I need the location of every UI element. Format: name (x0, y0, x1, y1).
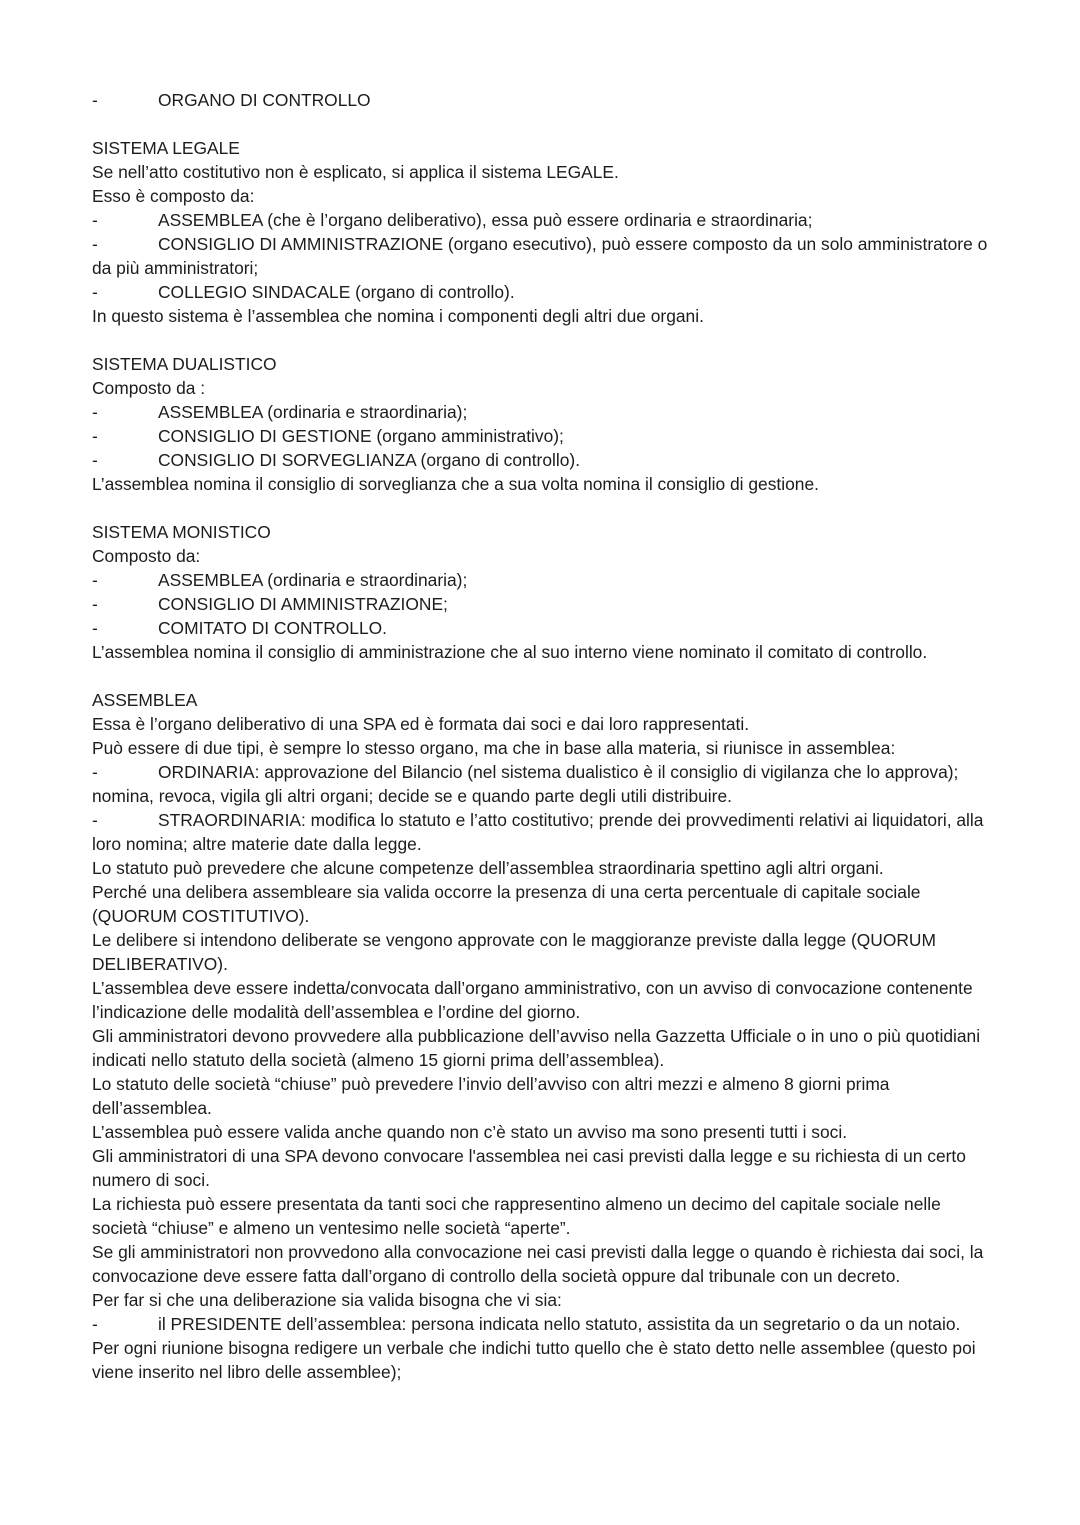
list-item-ordinaria (92, 760, 997, 808)
paragraph: Composto da: (92, 546, 201, 566)
paragraph: Lo statuto può prevedere che alcune competenze dell’assemblea straordinaria spettino agli altri organi. (92, 858, 884, 878)
list-item-text: il PRESIDENTE dell’assemblea: persona indicata nello statuto, assistita da un segretario o da un notaio. (158, 1314, 961, 1334)
paragraph: Gli amministratori devono provvedere alla pubblicazione dell’avviso nella Gazzetta Ufficiale o in uno o più quotidiani indicati nello statuto della società (almeno 15 giorni prima dell’assemblea). (92, 1026, 981, 1070)
bullet-dash: - (92, 282, 98, 302)
spacer (92, 328, 997, 352)
paragraph: Gli amministratori di una SPA devono convocare l'assemblea nei casi previsti dalla legge e su richiesta di un certo numero di soci. (92, 1146, 966, 1190)
bullet-dash: - (92, 210, 98, 230)
document-page (92, 88, 997, 1384)
list-item (92, 592, 997, 616)
list-item-text: CONSIGLIO DI SORVEGLIANZA (organo di controllo). (158, 450, 581, 470)
heading-sistema-dualistico: SISTEMA DUALISTICO (92, 354, 277, 374)
list-item-presidente (92, 1312, 997, 1336)
list-item-text: ASSEMBLEA (ordinaria e straordinaria); (158, 402, 468, 422)
bullet-dash: - (92, 594, 98, 614)
paragraph: Esso è composto da: (92, 186, 255, 206)
list-item-text: STRAORDINARIA: modifica lo statuto e l’atto costitutivo; prende dei provvedimenti relativi ai liquidatori, alla loro nomina; altre materie date dalla legge. (92, 810, 984, 854)
list-item (92, 424, 997, 448)
list-item-text: ORDINARIA: approvazione del Bilancio (nel sistema dualistico è il consiglio di vigilanza che lo approva); nomina, revoca, vigila gli altri organi; decide se e quando parte degli utili distribuire. (92, 762, 959, 806)
list-item-text: CONSIGLIO DI GESTIONE (organo amministrativo); (158, 426, 564, 446)
bullet-dash: - (92, 450, 98, 470)
list-item (92, 616, 997, 640)
list-item-text: CONSIGLIO DI AMMINISTRAZIONE (organo esecutivo), può essere composto da un solo amministratore o da più amministratori; (92, 234, 988, 278)
paragraph: In questo sistema è l’assemblea che nomina i componenti degli altri due organi. (92, 306, 704, 326)
list-item-text: COLLEGIO SINDACALE (organo di controllo). (158, 282, 515, 302)
list-item-straordinaria (92, 808, 997, 856)
paragraph: La richiesta può essere presentata da tanti soci che rappresentino almeno un decimo del capitale sociale nelle società “chiuse” e almeno un ventesimo nelle società “aperte”. (92, 1194, 941, 1238)
list-item-text: COMITATO DI CONTROLLO. (158, 618, 387, 638)
paragraph: L’assemblea nomina il consiglio di amministrazione che al suo interno viene nominato il comitato di controllo. (92, 642, 928, 662)
list-item (92, 448, 997, 472)
bullet-organo-controllo (92, 88, 997, 112)
bullet-dash: - (92, 1314, 98, 1334)
spacer (92, 664, 997, 688)
paragraph: Composto da : (92, 378, 206, 398)
bullet-text: ORGANO DI CONTROLLO (158, 90, 371, 110)
heading-assemblea: ASSEMBLEA (92, 690, 198, 710)
paragraph: Lo statuto delle società “chiuse” può prevedere l’invio dell’avviso con altri mezzi e almeno 8 giorni prima dell’assemblea. (92, 1074, 890, 1118)
heading-sistema-monistico: SISTEMA MONISTICO (92, 522, 271, 542)
list-item (92, 400, 997, 424)
list-item (92, 208, 997, 232)
spacer (92, 112, 997, 136)
bullet-dash: - (92, 810, 98, 830)
spacer (92, 496, 997, 520)
paragraph: L’assemblea nomina il consiglio di sorveglianza che a sua volta nomina il consiglio di gestione. (92, 474, 819, 494)
paragraph: L’assemblea può essere valida anche quando non c’è stato un avviso ma sono presenti tutti i soci. (92, 1122, 848, 1142)
list-item-text: ASSEMBLEA (che è l’organo deliberativo), essa può essere ordinaria e straordinaria; (158, 210, 813, 230)
bullet-dash: - (92, 402, 98, 422)
paragraph: Le delibere si intendono deliberate se vengono approvate con le maggioranze previste dalla legge (QUORUM DELIBERATIVO). (92, 930, 936, 974)
paragraph: Perché una delibera assembleare sia valida occorre la presenza di una certa percentuale di capitale sociale (QUORUM COSTITUTIVO). (92, 882, 921, 926)
list-item-text: ASSEMBLEA (ordinaria e straordinaria); (158, 570, 468, 590)
paragraph: Può essere di due tipi, è sempre lo stesso organo, ma che in base alla materia, si riunisce in assemblea: (92, 738, 896, 758)
paragraph: Se nell’atto costitutivo non è esplicato, si applica il sistema LEGALE. (92, 162, 619, 182)
list-item (92, 280, 997, 304)
bullet-dash: - (92, 90, 98, 110)
paragraph: Per ogni riunione bisogna redigere un verbale che indichi tutto quello che è stato detto nelle assemblee (questo poi viene inserito nel libro delle assemblee); (92, 1338, 976, 1382)
paragraph: Essa è l’organo deliberativo di una SPA ed è formata dai soci e dai loro rappresentati. (92, 714, 750, 734)
paragraph: Per far si che una deliberazione sia valida bisogna che vi sia: (92, 1290, 562, 1310)
paragraph: Se gli amministratori non provvedono alla convocazione nei casi previsti dalla legge o quando è richiesta dai soci, la convocazione deve essere fatta dall’organo di controllo della società oppure dal tribunale con un decreto. (92, 1242, 984, 1286)
bullet-dash: - (92, 570, 98, 590)
bullet-dash: - (92, 762, 98, 782)
list-item (92, 568, 997, 592)
heading-sistema-legale: SISTEMA LEGALE (92, 138, 240, 158)
bullet-dash: - (92, 426, 98, 446)
bullet-dash: - (92, 234, 98, 254)
bullet-dash: - (92, 618, 98, 638)
paragraph: L’assemblea deve essere indetta/convocata dall’organo amministrativo, con un avviso di convocazione contenente l’indicazione delle modalità dell’assemblea e l’ordine del giorno. (92, 978, 973, 1022)
list-item-text: CONSIGLIO DI AMMINISTRAZIONE; (158, 594, 448, 614)
list-item (92, 232, 997, 280)
